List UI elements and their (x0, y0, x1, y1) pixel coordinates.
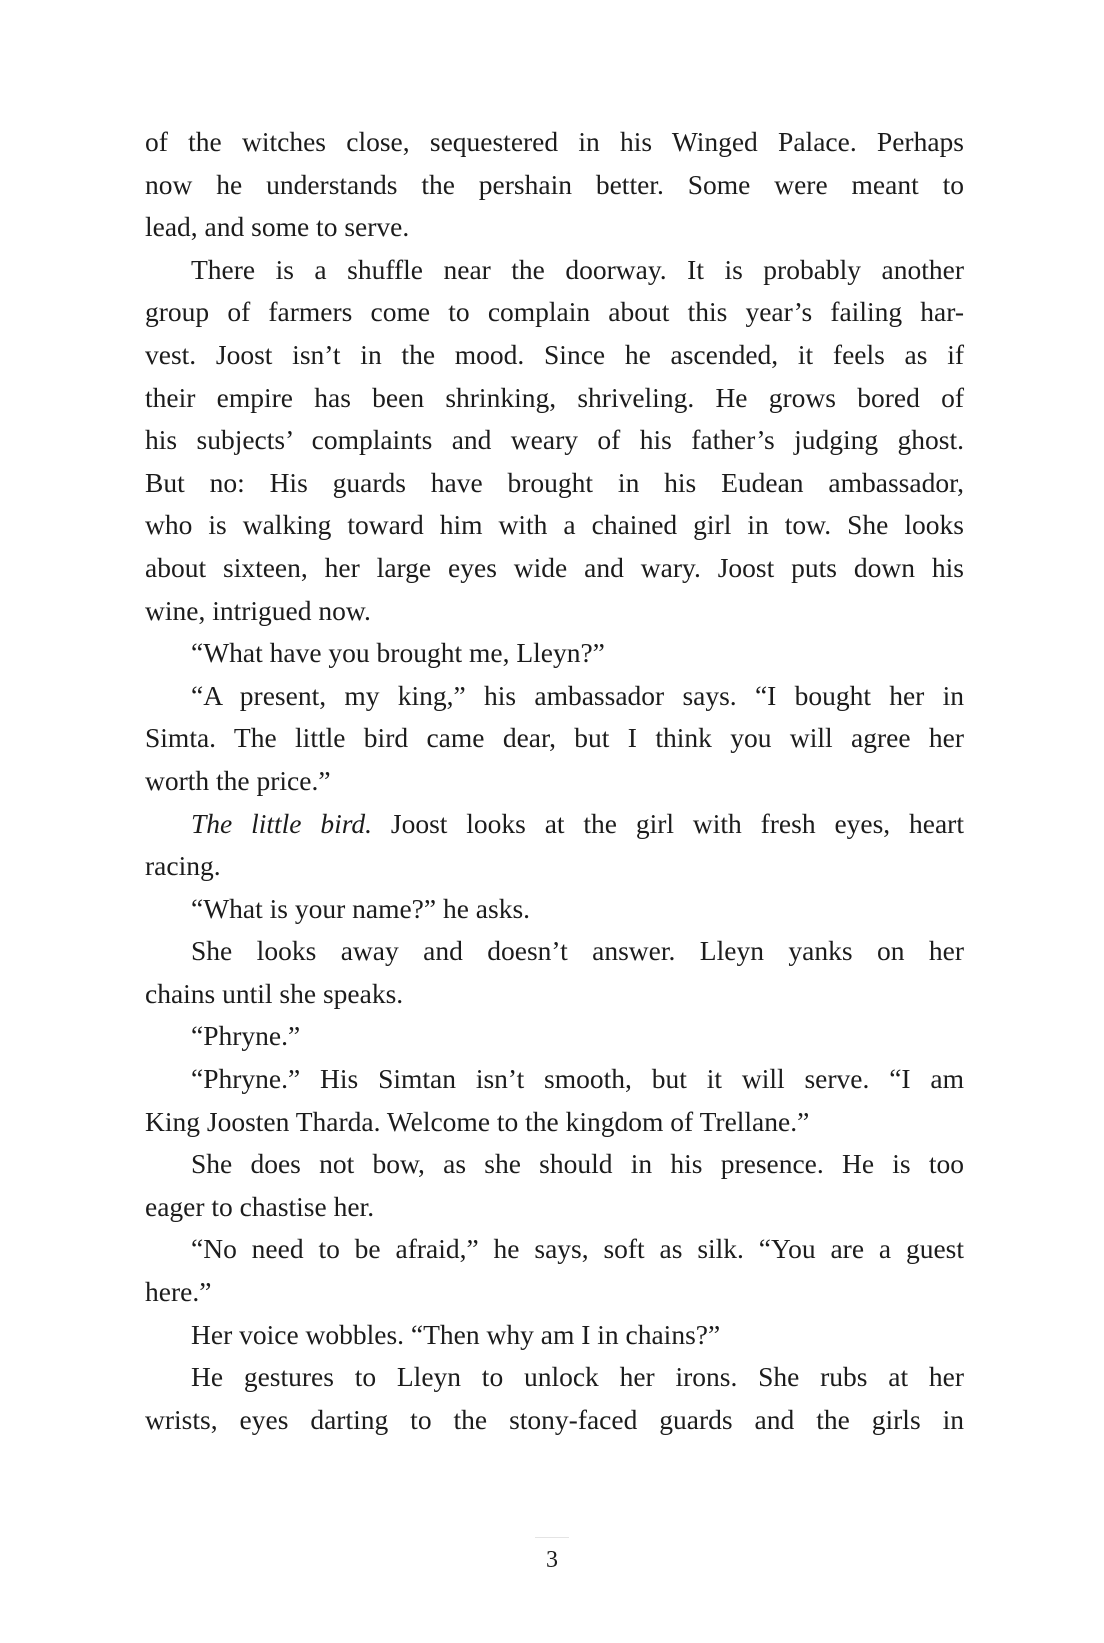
text-line (145, 803, 964, 846)
text-line: “Phryne.” His Simtan isn’t smooth, but it will serve. “I am (191, 1063, 964, 1095)
text-line: chains until she speaks. (145, 977, 404, 1009)
text-line: vest. Joost isn’t in the mood. Since he ascended, it feels as if (145, 338, 964, 370)
text-line: now he understands the pershain better. Some were meant to (145, 168, 964, 200)
text-line: here.” (145, 1276, 212, 1308)
text-line: “No need to be afraid,” he says, soft as silk. “You are a guest (191, 1233, 964, 1265)
text-line: “What have you brought me, Lleyn?” (191, 637, 605, 669)
text-line: about sixteen, her large eyes wide and wary. Joost puts down his (145, 551, 964, 583)
text-line: who is walking toward him with a chained girl in tow. She looks (145, 509, 964, 541)
text-line: Simta. The little bird came dear, but I think you will agree her (145, 722, 964, 754)
text-line: “A present, my king,” his ambassador says. “I bought her in (191, 679, 964, 711)
text-line: “Phryne.” (191, 1020, 301, 1052)
text-line: group of farmers come to complain about this year’s failing har- (145, 296, 964, 328)
line-text: Joost looks at the girl with fresh eyes, heart (372, 807, 964, 839)
text-line: Her voice wobbles. “Then why am I in chains?” (191, 1318, 721, 1350)
text-line: of the witches close, sequestered in his Winged Palace. Perhaps (145, 126, 964, 157)
text-line: eager to chastise her. (145, 1190, 375, 1222)
text-line: “What is your name?” he asks. (191, 892, 531, 924)
text-line: his subjects’ complaints and weary of his father’s judging ghost. (145, 424, 964, 456)
text-line: wrists, eyes darting to the stony-faced guards and the girls in (145, 1403, 964, 1435)
text-line: He gestures to Lleyn to unlock her irons. She rubs at her (191, 1361, 964, 1393)
text-line: There is a shuffle near the doorway. It is probably another (191, 253, 964, 285)
text-line: wine, intrigued now. (145, 594, 371, 626)
body-text (145, 121, 964, 1441)
text-line: worth the price.” (145, 764, 331, 796)
text-line: She looks away and doesn’t answer. Lleyn yanks on her (191, 935, 964, 967)
page-number-rule (535, 1537, 569, 1538)
text-line: racing. (145, 850, 221, 882)
italic-phrase: The little bird. (191, 807, 373, 839)
text-line: lead, and some to serve. (145, 211, 410, 243)
text-line: their empire has been shrinking, shriveling. He grows bored of (145, 381, 964, 413)
page-number: 3 (546, 1547, 558, 1573)
text-line: She does not bow, as she should in his presence. He is too (191, 1148, 964, 1180)
text-line: But no: His guards have brought in his Eudean ambassador, (145, 466, 964, 498)
text-line: King Joosten Tharda. Welcome to the kingdom of Trellane.” (145, 1105, 810, 1137)
